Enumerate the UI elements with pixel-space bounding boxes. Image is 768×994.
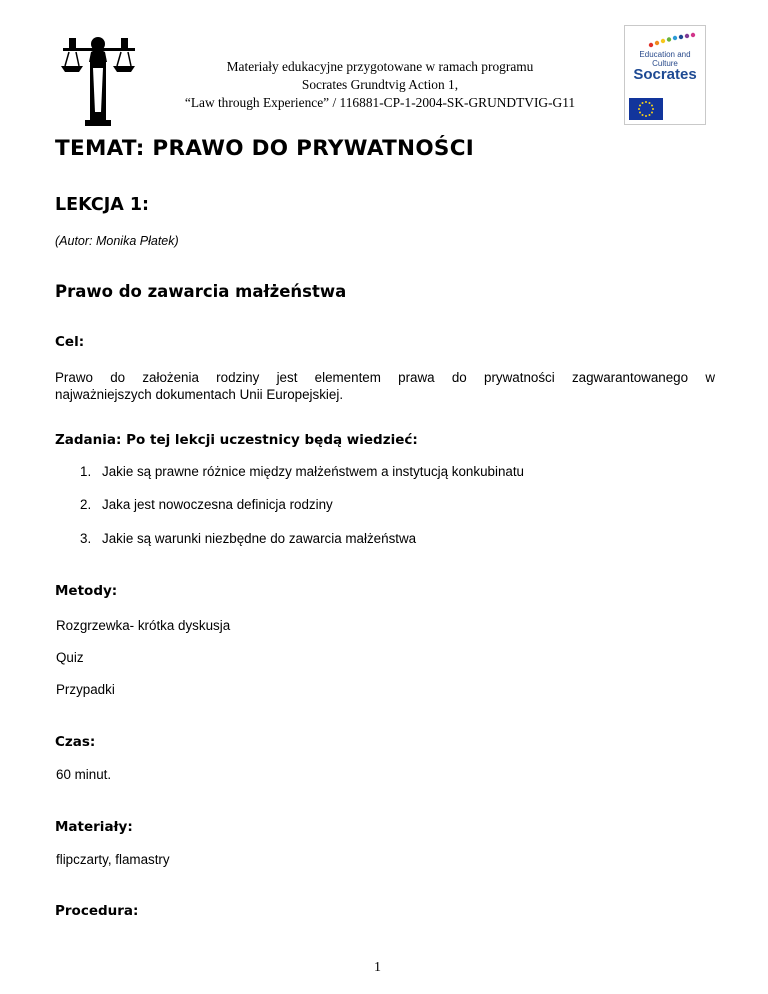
tasks-label: Zadania: Po tej lekcji uczestnicy będą wiedzieć: — [55, 432, 418, 448]
time-value: 60 minut. — [56, 767, 112, 782]
task-text: Jakie są prawne różnice między małżeństwem a instytucją konkubinatu — [102, 464, 525, 479]
logo-brand: Socrates — [633, 66, 697, 83]
logo-caption: Education and Culture — [639, 50, 691, 68]
task-text: Jakie są warunki niezbędne do zawarcia małżeństwa — [102, 531, 417, 546]
goal-paragraph — [55, 369, 715, 403]
task-text: Jaka jest nowoczesna definicja rodziny — [102, 497, 333, 512]
method-item: Rozgrzewka- krótka dyskusja — [56, 618, 231, 633]
swoosh-decoration-icon — [645, 32, 697, 48]
method-item: Przypadki — [56, 682, 115, 697]
materials-label: Materiały: — [55, 819, 133, 835]
lesson-title: LEKCJA 1: — [55, 195, 150, 215]
header-line-2: Socrates Grundtvig Action 1, — [301, 77, 459, 92]
procedure-label: Procedura: — [55, 903, 139, 919]
task-number: 3. — [80, 531, 92, 546]
socrates-logo — [624, 25, 706, 125]
task-number: 2. — [80, 497, 92, 512]
header-line-1: Materiały edukacyjne przygotowane w ramach programu — [226, 59, 534, 74]
goal-label: Cel: — [55, 334, 85, 350]
goal-line-1: Prawo do założenia rodziny jest elementem prawa do prywatności zagwarantowanego w — [55, 370, 715, 385]
task-item — [80, 464, 524, 479]
task-item — [80, 531, 416, 546]
section-title: Prawo do zawarcia małżeństwa — [55, 282, 347, 301]
eu-flag-icon — [629, 98, 663, 120]
time-label: Czas: — [55, 734, 96, 750]
justice-figure-logo — [57, 32, 141, 128]
topic-title: TEMAT: PRAWO DO PRYWATNOŚCI — [55, 136, 475, 161]
methods-label: Metody: — [55, 583, 118, 599]
header-line-3: “Law through Experience” / 116881-CP-1-2004-SK-GRUNDTVIG-G11 — [184, 95, 576, 110]
goal-line-2: najważniejszych dokumentach Unii Europejskiej. — [55, 387, 344, 402]
page-number: 1 — [374, 960, 381, 975]
task-number: 1. — [80, 464, 92, 479]
author-note: (Autor: Monika Płatek) — [55, 234, 179, 248]
materials-value: flipczarty, flamastry — [56, 852, 170, 867]
task-item — [80, 497, 333, 512]
method-item: Quiz — [56, 650, 84, 665]
program-header — [150, 58, 610, 112]
